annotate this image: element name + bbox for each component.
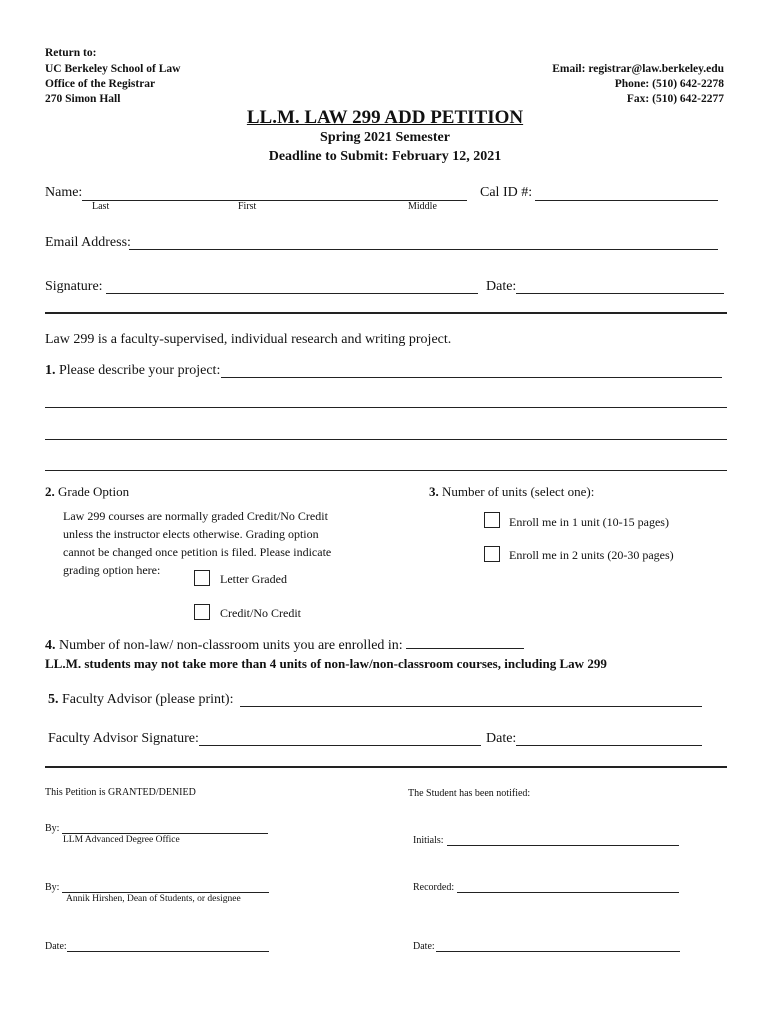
q1-label: Please describe your project:: [59, 363, 221, 378]
email-field[interactable]: [129, 249, 718, 250]
by-field-2[interactable]: [62, 892, 269, 893]
date-label: Date:: [486, 279, 517, 294]
letter-graded-label: Letter Graded: [220, 572, 287, 586]
advisor-signature-label: Faculty Advisor Signature:: [48, 731, 199, 746]
calid-label: Cal ID #:: [480, 185, 533, 200]
advisor-date-field[interactable]: [516, 745, 702, 746]
two-units-checkbox[interactable]: [484, 546, 500, 562]
calid-field[interactable]: [535, 200, 718, 201]
office-date-label-1: Date:: [45, 941, 67, 952]
q1-answer-line-1[interactable]: [221, 377, 722, 378]
q4-label: Number of non-law/ non-classroom units you are enrolled in:: [59, 638, 403, 653]
advisor-date-label: Date:: [486, 731, 517, 746]
contact-phone: Phone: (510) 642-2278: [614, 78, 724, 90]
q3-label: Number of units (select one):: [442, 484, 595, 499]
q1-answer-line-4[interactable]: [45, 470, 727, 471]
one-unit-checkbox[interactable]: [484, 512, 500, 528]
name-sub-last: Last: [92, 201, 110, 212]
credit-no-credit-checkbox[interactable]: [194, 604, 210, 620]
office-date-label-2: Date:: [413, 941, 435, 952]
advisor-signature-field[interactable]: [199, 745, 481, 746]
credit-no-credit-label: Credit/No Credit: [220, 606, 301, 620]
initials-field[interactable]: [447, 845, 679, 846]
return-office: Office of the Registrar: [45, 78, 156, 90]
q2-label: Grade Option: [58, 484, 130, 499]
return-address: 270 Simon Hall: [45, 93, 121, 105]
q1-answer-line-3[interactable]: [45, 439, 727, 440]
contact-email: Email: registrar@law.berkeley.edu: [552, 63, 724, 75]
advisor-name-field[interactable]: [240, 706, 702, 707]
section-divider-top: [45, 312, 727, 314]
by-sub-1: LLM Advanced Degree Office: [63, 835, 180, 845]
petition-granted-denied: This Petition is GRANTED/DENIED: [45, 787, 196, 798]
intro-text: Law 299 is a faculty-supervised, individual research and writing project.: [45, 332, 452, 347]
semester: Spring 2021 Semester: [320, 130, 450, 145]
q3-number: 3.: [429, 484, 439, 499]
contact-fax: Fax: (510) 642-2277: [626, 93, 724, 105]
recorded-label: Recorded:: [413, 882, 455, 893]
name-label: Name:: [45, 185, 83, 200]
name-sub-middle: Middle: [408, 201, 437, 212]
return-to-label: Return to:: [45, 47, 97, 59]
page-title: LL.M. LAW 299 ADD PETITION: [246, 107, 524, 128]
by-label-2: By:: [45, 882, 60, 893]
two-units-label: Enroll me in 2 units (20-30 pages): [509, 548, 674, 562]
student-notified-label: The Student has been notified:: [408, 788, 531, 799]
office-date-field-2[interactable]: [436, 951, 680, 952]
deadline: Deadline to Submit: February 12, 2021: [268, 149, 502, 164]
q2-desc-1: Law 299 courses are normally graded Credit/No Credit: [63, 509, 328, 523]
q5-label: Faculty Advisor (please print):: [62, 692, 234, 707]
name-sub-first: First: [238, 201, 257, 212]
q4-note: LL.M. students may not take more than 4 units of non-law/non-classroom courses, including Law 299: [45, 656, 607, 671]
letter-graded-checkbox[interactable]: [194, 570, 210, 586]
signature-label: Signature:: [45, 279, 103, 294]
one-unit-label: Enroll me in 1 unit (10-15 pages): [509, 515, 669, 529]
signature-field[interactable]: [106, 293, 478, 294]
q4-number: 4.: [45, 638, 56, 653]
q2-desc-4: grading option here:: [63, 563, 161, 577]
by-label-1: By:: [45, 823, 60, 834]
by-field-1[interactable]: [62, 833, 268, 834]
q1-answer-line-2[interactable]: [45, 407, 727, 408]
q5-number: 5.: [48, 692, 59, 707]
office-date-field-1[interactable]: [67, 951, 269, 952]
q4-answer-field[interactable]: [406, 636, 524, 649]
initials-label: Initials:: [413, 835, 444, 846]
date-field[interactable]: [516, 293, 724, 294]
section-divider-bottom: [45, 766, 727, 768]
return-school: UC Berkeley School of Law: [45, 63, 181, 75]
q1-number: 1.: [45, 363, 56, 378]
q2-number: 2.: [45, 484, 55, 499]
q2-desc-2: unless the instructor elects otherwise. Grading option: [63, 527, 319, 541]
email-label: Email Address:: [45, 235, 131, 250]
by-sub-2: Annik Hirshen, Dean of Students, or designee: [66, 894, 241, 904]
q2-desc-3: cannot be changed once petition is filed. Please indicate: [63, 545, 332, 559]
recorded-field[interactable]: [457, 892, 679, 893]
